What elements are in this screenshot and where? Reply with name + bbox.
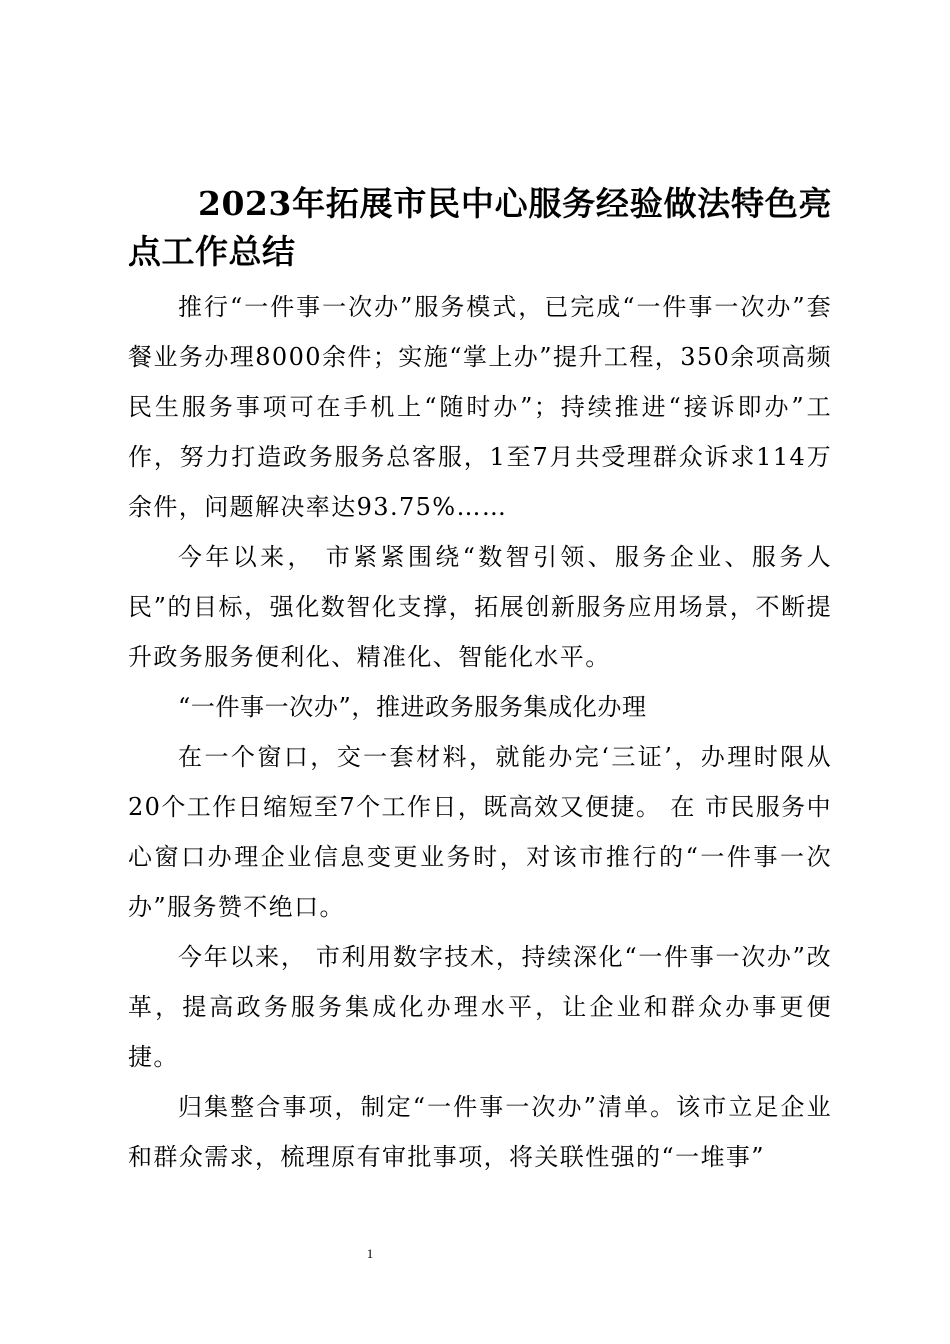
paragraph-overview: 今年以来， 市紧紧围绕“数智引领、服务企业、服务人民”的目标，强化数智化支撑，拓展创新服务应用场景，不断提升政务服务便利化、精准化、智能化水平。 bbox=[128, 543, 832, 671]
document-title: 2023年拓展市民中心服务经验做法特色亮点工作总结 bbox=[128, 184, 832, 271]
paragraph-digital-reform: 今年以来， 市利用数字技术，持续深化“一件事一次办”改革，提高政务服务集成化办理水平，让企业和群众办事更便捷。 bbox=[128, 943, 832, 1071]
paragraph-checklist: 归集整合事项，制定“一件事一次办”清单。该市立足企业和群众需求，梳理原有审批事项，将关联性强的“一堆事” bbox=[128, 1093, 832, 1171]
paragraph-window-service: 在一个窗口，交一套材料，就能办完‘三证’，办理时限从20个工作日缩短至7个工作日，既高效又便捷。 在 市民服务中心窗口办理企业信息变更业务时，对该市推行的“一件事一次办”服务赞不绝口。 bbox=[128, 743, 832, 921]
paragraph-intro: 推行“一件事一次办”服务模式，已完成“一件事一次办”套餐业务办理8000余件；实施“掌上办”提升工程，350余项高频民生服务事项可在手机上“随时办”；持续推进“接诉即办”工作，努力打造政务服务总客服，1至7月共受理群众诉求114万余件，问题解决率达93.75%…… bbox=[128, 293, 832, 521]
document-body bbox=[128, 180, 832, 1182]
section-heading: “一件事一次办”，推进政务服务集成化办理 bbox=[178, 693, 647, 721]
page-number: 1 bbox=[366, 1246, 374, 1261]
